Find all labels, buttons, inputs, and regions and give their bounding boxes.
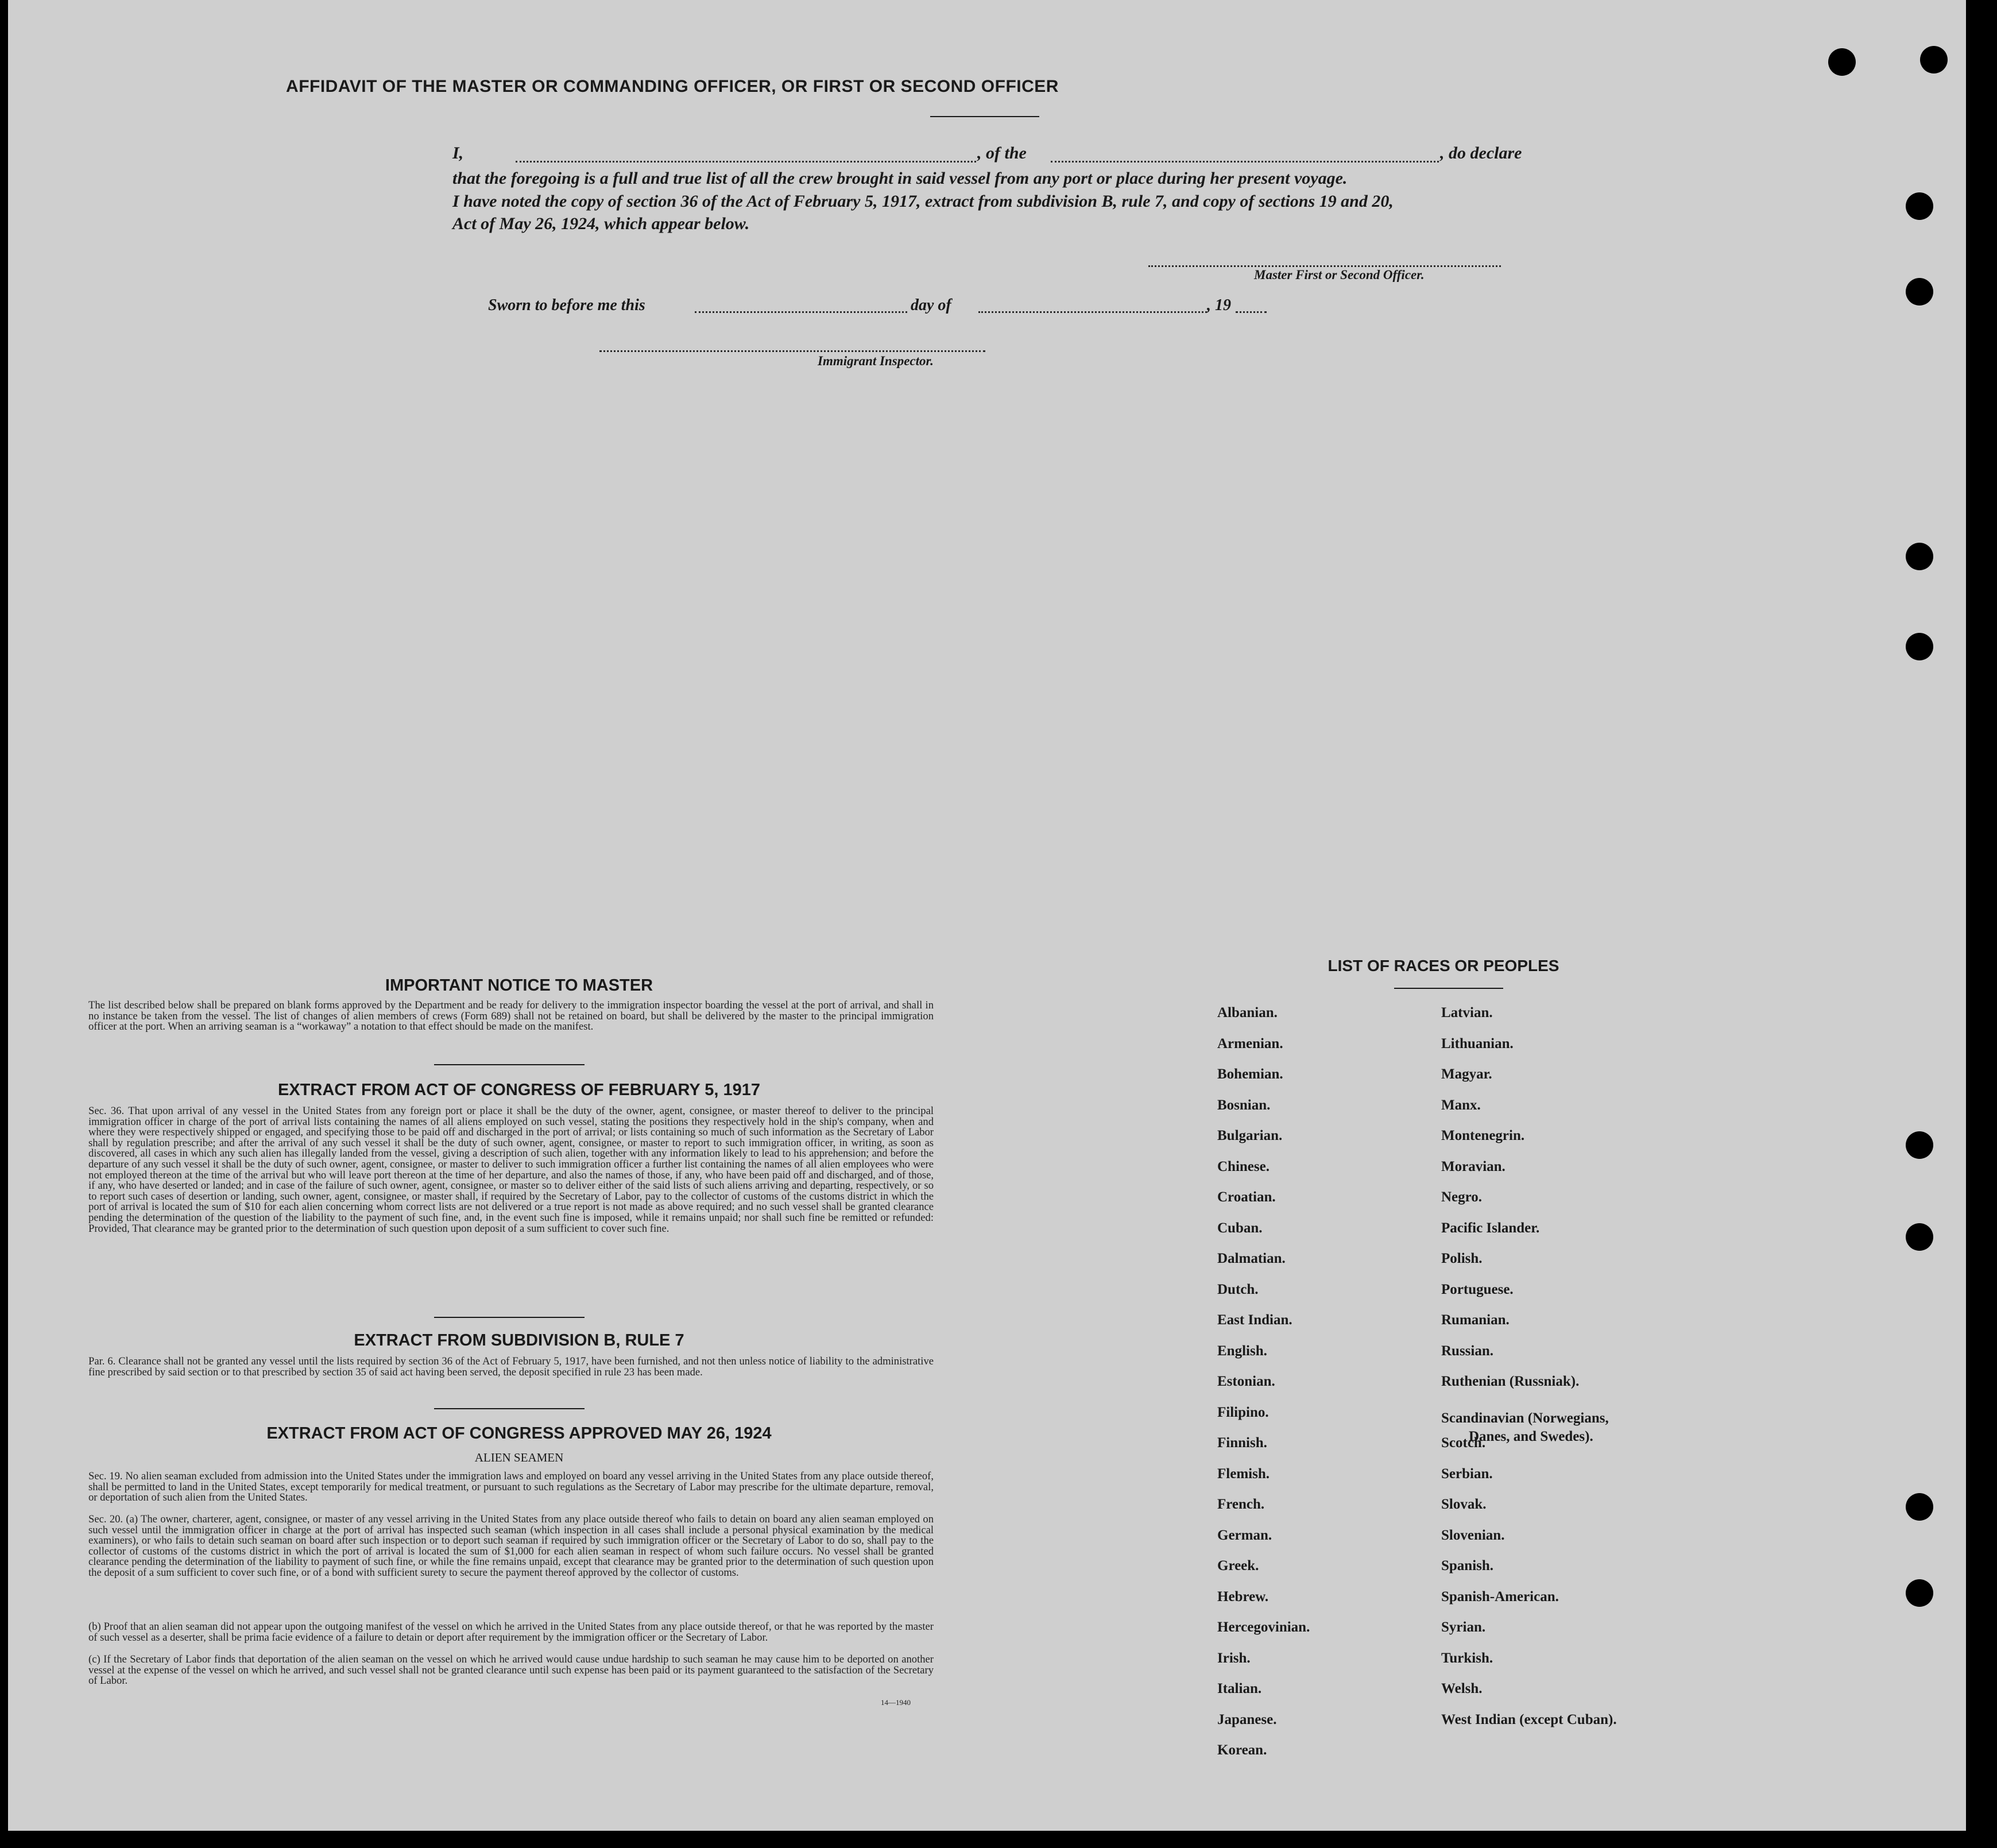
- race-item: Korean.: [1217, 1742, 1267, 1758]
- affidavit-statement-line: I have noted the copy of section 36 of the Act of February 5, 1917, extract from subdivision B, rule 7, and copy of sections 19 and 20,: [452, 192, 1394, 211]
- punch-hole: [1906, 1579, 1933, 1607]
- punch-hole: [1906, 278, 1933, 306]
- notice-title: IMPORTANT NOTICE TO MASTER: [385, 976, 653, 995]
- extract-rule7-title: EXTRACT FROM SUBDIVISION B, RULE 7: [354, 1331, 684, 1350]
- extract-rule7-text: Par. 6. Clearance shall not be granted any vessel until the lists required by section 36 of the Act of February 5, 1917, have been furnished, and not then unless notice of liability to the administrative fine prescribed by said section or to that prescribed by section 35 of said act having been served, the deposit specified in rule 23 has been made.: [88, 1355, 934, 1378]
- race-item: Greek.: [1217, 1558, 1259, 1573]
- form-code: 14—1940: [881, 1698, 911, 1707]
- race-item: Latvian.: [1441, 1005, 1493, 1020]
- race-item: Albanian.: [1217, 1005, 1278, 1020]
- race-item: Armenian.: [1217, 1035, 1283, 1051]
- name-field[interactable]: [516, 161, 976, 163]
- section-divider: [434, 1317, 585, 1318]
- race-item: Slovenian.: [1441, 1527, 1505, 1543]
- race-item: Japanese.: [1217, 1711, 1277, 1727]
- race-item: Scandinavian (Norwegians,: [1441, 1410, 1609, 1426]
- race-item: Filipino.: [1217, 1404, 1269, 1420]
- alien-seamen-subtitle: ALIEN SEAMEN: [474, 1451, 564, 1464]
- race-item: Syrian.: [1441, 1619, 1486, 1635]
- races-title: LIST OF RACES OR PEOPLES: [1328, 957, 1559, 975]
- sec-20a-text: Sec. 20. (a) The owner, charterer, agent, consignee, or master of any vessel arriving in the United States from any place outside thereof who fails to detain on board any alien seaman employed on such vessel until the immigration officer in charge at the port of arrival has inspected such seaman (which inspection in all cases shall include a personal physical examination by the medical examiners), or who fails to detain such seaman on board after such inspection or to deport such seaman if required by such immigration officer or the Secretary of Labor to do so, shall pay to the collector of customs of the customs district in which the port of arrival is located the sum of $1,000 for each alien seaman in respect of whom such failure occurs. No vessel shall be granted clearance pending the determination of the liability to payment of such fine, or while the fine remains unpaid, except that clearance may be granted prior to the determination of such question upon the deposit of a sum sufficient to cover such fine, or of a bond with sufficient surety to secure the payment thereof approved by the collector of customs.: [88, 1513, 934, 1579]
- race-item: Rumanian.: [1441, 1312, 1510, 1328]
- inspector-signature-field[interactable]: [599, 350, 985, 352]
- race-item: Croatian.: [1217, 1189, 1276, 1205]
- race-item: Welsh.: [1441, 1681, 1483, 1696]
- punch-hole: [1906, 543, 1933, 570]
- race-item: Spanish-American.: [1441, 1588, 1559, 1605]
- sec-20b-text: (b) Proof that an alien seaman did not appear upon the outgoing manifest of the vessel on which he arrived in the United States from any place outside thereof, or that he was reported by the master of such vessel as a deserter, shall be prima facie evidence of a failure to detain or deport after requirement by the immigration officer or the Secretary of Labor.: [88, 1621, 934, 1644]
- race-item: Dalmatian.: [1217, 1251, 1286, 1266]
- race-item: Montenegrin.: [1441, 1128, 1525, 1143]
- race-item: Scotch.: [1441, 1435, 1486, 1451]
- punch-hole: [1906, 192, 1933, 220]
- race-item: West Indian (except Cuban).: [1441, 1711, 1617, 1727]
- affidavit-title: AFFIDAVIT OF THE MASTER OR COMMANDING OFFICER, OR FIRST OR SECOND OFFICER: [286, 77, 1059, 96]
- notice-text: The list described below shall be prepared on blank forms approved by the Department and be ready for delivery to the immigration inspector boarding the vessel at the port of arrival, and shall in no instance be taken from the vessel. The list of changes of alien members of crews (Form 689) shall not be retained on board, but shall be delivered by the master to the principal immigration officer at the port. When an arriving seaman is a “workaway” a notation to that effect should be made on the manifest.: [88, 999, 934, 1033]
- punch-hole: [1906, 1493, 1933, 1521]
- day-of-label: day of: [911, 296, 951, 314]
- punch-hole: [1906, 633, 1933, 660]
- race-item: Spanish.: [1441, 1558, 1494, 1573]
- punch-hole: [1906, 1223, 1933, 1251]
- race-item: Danes, and Swedes).: [1469, 1428, 1593, 1444]
- race-item: Polish.: [1441, 1251, 1483, 1266]
- race-item: Russian.: [1441, 1343, 1494, 1359]
- race-item: Turkish.: [1441, 1650, 1493, 1666]
- race-item: Portuguese.: [1441, 1281, 1514, 1297]
- race-item: Bohemian.: [1217, 1066, 1283, 1082]
- section-divider: [434, 1408, 585, 1409]
- affidavit-of-label: , of the: [977, 144, 1027, 163]
- race-item: Irish.: [1217, 1650, 1251, 1666]
- affidavit-declare-label: , do declare: [1440, 144, 1522, 163]
- race-item: Serbian.: [1441, 1466, 1493, 1482]
- race-item: German.: [1217, 1527, 1272, 1543]
- race-item: Moravian.: [1441, 1158, 1506, 1174]
- vessel-field[interactable]: [1051, 161, 1439, 163]
- form-page: [8, 0, 1966, 1831]
- race-item: Flemish.: [1217, 1466, 1270, 1482]
- race-item: Dutch.: [1217, 1281, 1259, 1297]
- race-item: French.: [1217, 1497, 1265, 1512]
- affidavit-statement-line: Act of May 26, 1924, which appear below.: [452, 214, 750, 233]
- sworn-year-field[interactable]: [1236, 311, 1267, 313]
- sworn-label: Sworn to before me this: [488, 296, 645, 314]
- race-item: Lithuanian.: [1441, 1035, 1514, 1051]
- race-item: Bulgarian.: [1217, 1128, 1283, 1143]
- sec-19-text: Sec. 19. No alien seaman excluded from admission into the United States under the immigration laws and employed on board any vessel arriving in the United States from any place outside thereof, shall be permitted to land in the United States, except temporarily for medical treatment, or pursuant to such regulations as the Secretary of Labor may prescribe for the ultimate departure, removal, or deportation of such alien from the United States.: [88, 1470, 934, 1504]
- race-item: Bosnian.: [1217, 1097, 1271, 1113]
- race-item: Negro.: [1441, 1189, 1483, 1205]
- extract-1917-title: EXTRACT FROM ACT OF CONGRESS OF FEBRUARY 5, 1917: [277, 1081, 761, 1099]
- race-item: Cuban.: [1217, 1220, 1263, 1236]
- sworn-month-field[interactable]: [978, 311, 1207, 313]
- punch-hole: [1906, 1131, 1933, 1159]
- inspector-signature-label: Immigrant Inspector.: [818, 354, 934, 368]
- race-item: Estonian.: [1217, 1374, 1275, 1389]
- extract-1924-title: EXTRACT FROM ACT OF CONGRESS APPROVED MAY 26, 1924: [266, 1424, 772, 1443]
- race-item: Finnish.: [1217, 1435, 1267, 1451]
- sworn-day-field[interactable]: [695, 311, 907, 313]
- races-divider: [1394, 988, 1503, 989]
- race-item: Pacific Islander.: [1441, 1220, 1540, 1236]
- punch-hole: [1920, 46, 1948, 74]
- title-divider: [930, 116, 1039, 117]
- master-signature-field[interactable]: [1148, 265, 1501, 267]
- sec-20c-text: (c) If the Secretary of Labor finds that deportation of the alien seaman on the vessel on which he arrived would cause undue hardship to such seaman he may cause him to be deported on another vessel at the expense of the vessel on which he arrived, and such vessel shall not be granted clearance until such expense has been paid or its payment guaranteed to the satisfaction of the Secretary of Labor.: [88, 1653, 934, 1687]
- affidavit-statement-line: that the foregoing is a full and true list of all the crew brought in said vessel from any port or place during her present voyage.: [452, 169, 1348, 188]
- race-item: East Indian.: [1217, 1312, 1292, 1328]
- race-item: Chinese.: [1217, 1158, 1270, 1174]
- affidavit-i-label: I,: [452, 144, 464, 163]
- race-item: Manx.: [1441, 1097, 1481, 1113]
- race-item: Slovak.: [1441, 1497, 1487, 1512]
- race-item: Italian.: [1217, 1681, 1262, 1696]
- extract-1917-text: Sec. 36. That upon arrival of any vessel in the United States from any foreign port or place it shall be the duty of the owner, agent, consignee, or master thereof to deliver to the principal immigration officer in charge of the port of arrival lists containing the names of all aliens employed on such vessel, stating the positions they respectively hold in the ship's company, when and where they were respectively shipped or engaged, and specifying those to be paid off and discharged in the port of arrival; or lists containing so much of such information as the Secretary of Labor shall by regulation prescribe; and after the arrival of any such vessel it shall be the duty of such owner, agent, consignee, or master to report to such immigration officer, in writing, as soon as discovered, all cases in which any such alien has illegally landed from the vessel, giving a description of such alien, together with any information likely to lead to his apprehension; and before the departure of any such vessel it shall be the duty of such owner, agent, consignee, or master to deliver to such immigration officer a further list containing the names of all alien employees who were not employed thereon at the time of the arrival but who will leave port thereon at the time of her departure, and also the names of those, if any, who have been paid off and discharged, and of those, if any, who have deserted or landed; and in case of the failure of such owner, agent, consignee, or master so to deliver either of the said lists of such aliens arriving and departing, respectively, or so to report such cases of desertion or landing, such owner, agent, consignee, or master shall, if required by the Secretary of Labor, pay to the collector of customs of the customs district in which the port of arrival is located the sum of $10 for each alien concerning whom correct lists are not delivered or a true report is not made as above required; and no such vessel shall be granted clearance pending the determination of the question of the liability to the payment of such fine, and, in the event such fine is imposed, while it remains unpaid; nor shall such fine be remitted or refunded: Provided, That clearance may be granted prior to the determination of such question upon deposit of a sum sufficient to cover such fine.: [88, 1105, 934, 1235]
- race-item: Ruthenian (Russniak).: [1441, 1374, 1580, 1389]
- race-item: Magyar.: [1441, 1066, 1492, 1082]
- year-label: , 19: [1207, 296, 1231, 314]
- master-signature-label: Master First or Second Officer.: [1254, 268, 1425, 282]
- punch-hole: [1828, 48, 1856, 76]
- race-item: Hebrew.: [1217, 1588, 1269, 1605]
- race-item: English.: [1217, 1343, 1267, 1359]
- section-divider: [434, 1064, 585, 1065]
- race-item: Hercegovinian.: [1217, 1619, 1310, 1635]
